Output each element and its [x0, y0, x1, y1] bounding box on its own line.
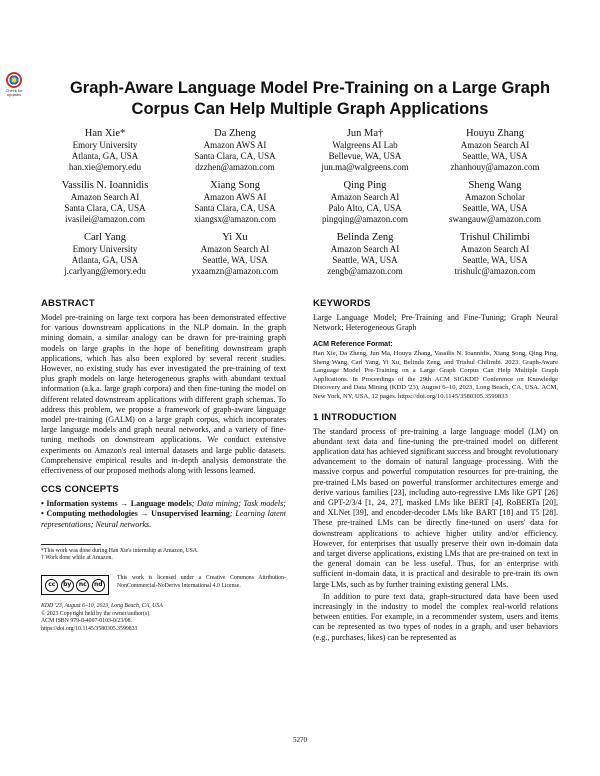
author-name: Vassilis N. Ioannidis — [61, 180, 149, 191]
acm-ref-heading: ACM Reference Format: — [313, 341, 393, 349]
author-email[interactable]: zhanhouy@amazon.com — [450, 162, 540, 172]
intro-paragraph-1: The standard process of pre-training a large language model (LM) on abundant text data and fine-tuning the pre-trained model on different application data has achieved significant success and brought revolutionary advancement to the domain of natural language processing. With the massive corpus and powerful computation resources for pre-training, the pre-trained LMs based on powerful transformer architectures emerge and derive various families [23], including auto-regressive LMs like GPT [26] and GPT-2/3/4 [1, 24, 27], masked LMs like BERT [4], RoBERTa [20], and XLNet [39], and encoder-decoder LMs like BART [18] and T5 [28]. These pre-trained LMs can be directly fine-tuned on users' data for downstream applications to achieve higher utility and/or efficiency. However, for enterprises that usually preserve their own in-domain data and target diverse applications, existing LMs that are pre-trained on text in the general domain can be less useful. Thus, for an enterprise with sufficient in-domain data, it is practical and desirable to pre-train its own large LMs, such as by further training existing general LMs. — [313, 426, 558, 589]
kdd-line-1: KDD '23, August 6–10, 2023, Long Beach, CA, USA — [41, 603, 163, 610]
author-email[interactable]: ivasilei@amazon.com — [64, 214, 145, 224]
author-name: Han Xie* — [84, 128, 126, 139]
author-affiliation: Amazon Search AI — [460, 140, 530, 150]
author-affiliation: Amazon AWS AI — [203, 192, 267, 202]
ccs-item2: • Computing methodologies → Unsupervised learning — [41, 509, 230, 519]
author — [40, 231, 170, 277]
keywords-text: Large Language Model; Pre-Training and Fine-Tuning; Graph Neural Network; Heterogeneous Graph — [313, 313, 558, 333]
license-text: This work is licensed under a Creative Commons Attribution-NonCommercial-NoDerivs International 4.0 License. — [117, 575, 286, 589]
author-email[interactable]: swangauw@amazon.com — [448, 214, 541, 224]
author-name: Xiang Song — [210, 180, 260, 191]
author-affiliation: Amazon Search AI — [70, 192, 140, 202]
author — [170, 179, 300, 225]
right-column — [313, 298, 558, 643]
kdd-doi-link[interactable]: https://doi.org/10.1145/3580305.3599833 — [41, 625, 138, 632]
author-location: Santa Clara, CA, USA — [64, 203, 146, 213]
author-email[interactable]: xiangsx@amazon.com — [193, 214, 276, 224]
author-affiliation: Emory University — [72, 140, 138, 150]
author-name: Carl Yang — [83, 232, 126, 243]
ccs-text — [41, 499, 286, 530]
author-affiliation: Amazon Scholar — [464, 192, 526, 202]
author-affiliation: Amazon Search AI — [200, 244, 270, 254]
author-location: Seattle, WA, USA — [332, 255, 398, 265]
author-email[interactable]: j.carlyang@emory.edu — [64, 266, 146, 276]
author-email[interactable]: zengb@amazon.com — [327, 266, 403, 276]
author-location: Atlanta, GA, USA — [71, 151, 139, 161]
footnote-2: † Work done while at Amazon. — [41, 555, 113, 562]
author-name: Yi Xu — [222, 232, 248, 243]
author-name: Da Zheng — [214, 128, 256, 139]
author-affiliation: Walgreens AI Lab — [332, 140, 398, 150]
author-email[interactable]: trishulc@amazon.com — [454, 266, 536, 276]
page-number: 5270 — [293, 736, 307, 744]
author — [40, 179, 170, 225]
left-column — [41, 298, 286, 633]
author-name: Jun Ma† — [346, 128, 384, 139]
author — [430, 179, 560, 225]
intro-heading: 1 INTRODUCTION — [313, 411, 397, 423]
footnote-rule — [41, 544, 101, 545]
abstract-text: Model pre-training on large text corpora has been demonstrated effective for various downstream applications in the NLP domain. In the graph mining domain, a similar analogy can be drawn for pre-training graph models on large graphs in the hope of benefiting downstream graph applications, which has also been explored by several recent studies. However, no existing study has ever investigated the pre-training of text plus graph models on large heterogeneous graphs with abundant textual information (a.k.a. large graph corpora) and then fine-tuning the model on different related downstream applications with different graph schemas. To address this problem, we propose a framework of graph-aware language model pre-training (GALM) on a large graph corpus, which incorporates large language models and graph neural networks, and a variety of fine-tuning methods on downstream applications. We conduct extensive experiments on Amazon's real internal datasets and large public datasets. Comprehensive empirical results and in-depth analysis demonstrate the effectiveness of our proposed methods along with lessons learned. — [41, 313, 286, 476]
author — [300, 179, 430, 225]
author — [430, 127, 560, 173]
check-for-updates-badge[interactable] — [3, 72, 25, 104]
cc-license-badge[interactable] — [41, 575, 109, 595]
footnote-1: *This work was done during Han Xie's internship at Amazon, USA. — [41, 547, 199, 554]
author-affiliation: Amazon Search AI — [330, 244, 400, 254]
author-email[interactable]: jun.ma@walgreens.com — [321, 162, 409, 172]
author-location: Bellevue, WA, USA — [328, 151, 402, 161]
author-row — [40, 127, 560, 173]
author — [430, 231, 560, 277]
author-name: Trishul Chilimbi — [460, 232, 530, 243]
author — [170, 231, 300, 277]
author-location: Santa Clara, CA, USA — [194, 151, 276, 161]
author-location: Seattle, WA, USA — [462, 255, 528, 265]
intro-paragraph-2: In addition to pure text data, graph-structured data have been used increasingly in the industry to model the complex real-world relations between entities. For example, in a recommender system, users and items can be represented as two types of nodes in a graph, and user behaviors (e.g., purchases, likes) can be represented as — [313, 591, 558, 642]
kdd-info — [41, 603, 286, 633]
kdd-line-3: ACM ISBN 979-8-4007-0103-0/23/08. — [41, 618, 132, 625]
author-affiliation: Amazon AWS AI — [203, 140, 267, 150]
author-location: Santa Clara, CA, USA — [194, 203, 276, 213]
author-location: Seattle, WA, USA — [462, 151, 528, 161]
author-affiliation: Amazon Search AI — [330, 192, 400, 202]
author-location: Atlanta, GA, USA — [71, 255, 139, 265]
author-location: Palo Alto, CA, USA — [328, 203, 402, 213]
author-location: Seattle, WA, USA — [202, 255, 268, 265]
author-location: Seattle, WA, USA — [462, 203, 528, 213]
author-name: Sheng Wang — [468, 180, 522, 191]
author-email[interactable]: pingqing@amazon.com — [321, 214, 409, 224]
ccs-item2-rest: ; Learning latent representations; Neural networks. — [41, 509, 286, 529]
paper-title: Graph-Aware Language Model Pre-Training on a Large Graph Corpus Can Help Multiple Graph Applications — [69, 79, 551, 118]
author-email[interactable]: yxaamzn@amazon.com — [191, 266, 279, 276]
acm-ref-text: Han Xie, Da Zheng, Jun Ma, Houyu Zhang, Vassilis N. Ioannidis, Xiang Song, Qing Ping, Sheng Wang, Carl Yang, Yi Xu, Belinda Zeng, and Trishul Chilimbi. 2023. Graph-Aware Language Model Pre-Training on a Large Graph Corpus Can Help Multiple Graph Applications. In Proceedings of the 29th ACM SIGKDD Conference on Knowledge Discovery and Data Mining (KDD '23), August 6–10, 2023, Long Beach, CA, USA. ACM, New York, NY, USA, 12 pages. https://doi.org/10.1145/3580305.3599833 — [313, 350, 558, 400]
author-affiliation: Amazon Search AI — [460, 244, 530, 254]
author-name: Qing Ping — [343, 180, 387, 191]
by-icon: by — [61, 579, 74, 592]
ccs-heading: CCS CONCEPTS — [41, 484, 119, 496]
badge-caption: Check for updates — [5, 88, 23, 97]
updates-icon — [6, 72, 22, 88]
kdd-line-2: © 2023 Copyright held by the owner/author(s). — [41, 610, 151, 617]
author-block — [40, 127, 560, 283]
author-email[interactable]: dzzhen@amazon.com — [195, 162, 275, 172]
nd-icon: nd — [92, 579, 105, 592]
author — [300, 231, 430, 277]
author-row — [40, 179, 560, 225]
author-row — [40, 231, 560, 277]
author — [170, 127, 300, 173]
author — [40, 127, 170, 173]
ccs-item1: • Information systems → Language models — [41, 499, 192, 509]
ccs-item1-rest: ; Data mining; Task models; — [191, 499, 286, 509]
author — [300, 127, 430, 173]
abstract-heading: ABSTRACT — [41, 298, 95, 309]
nc-icon: nc — [76, 579, 89, 592]
cc-icon: cc — [45, 579, 58, 592]
author-name: Houyu Zhang — [465, 128, 525, 139]
keywords-heading: KEYWORDS — [313, 298, 371, 309]
author-name: Belinda Zeng — [336, 232, 394, 243]
author-affiliation: Emory University — [72, 244, 138, 254]
author-email[interactable]: han.xie@emory.edu — [68, 162, 142, 172]
license-block — [41, 575, 286, 595]
